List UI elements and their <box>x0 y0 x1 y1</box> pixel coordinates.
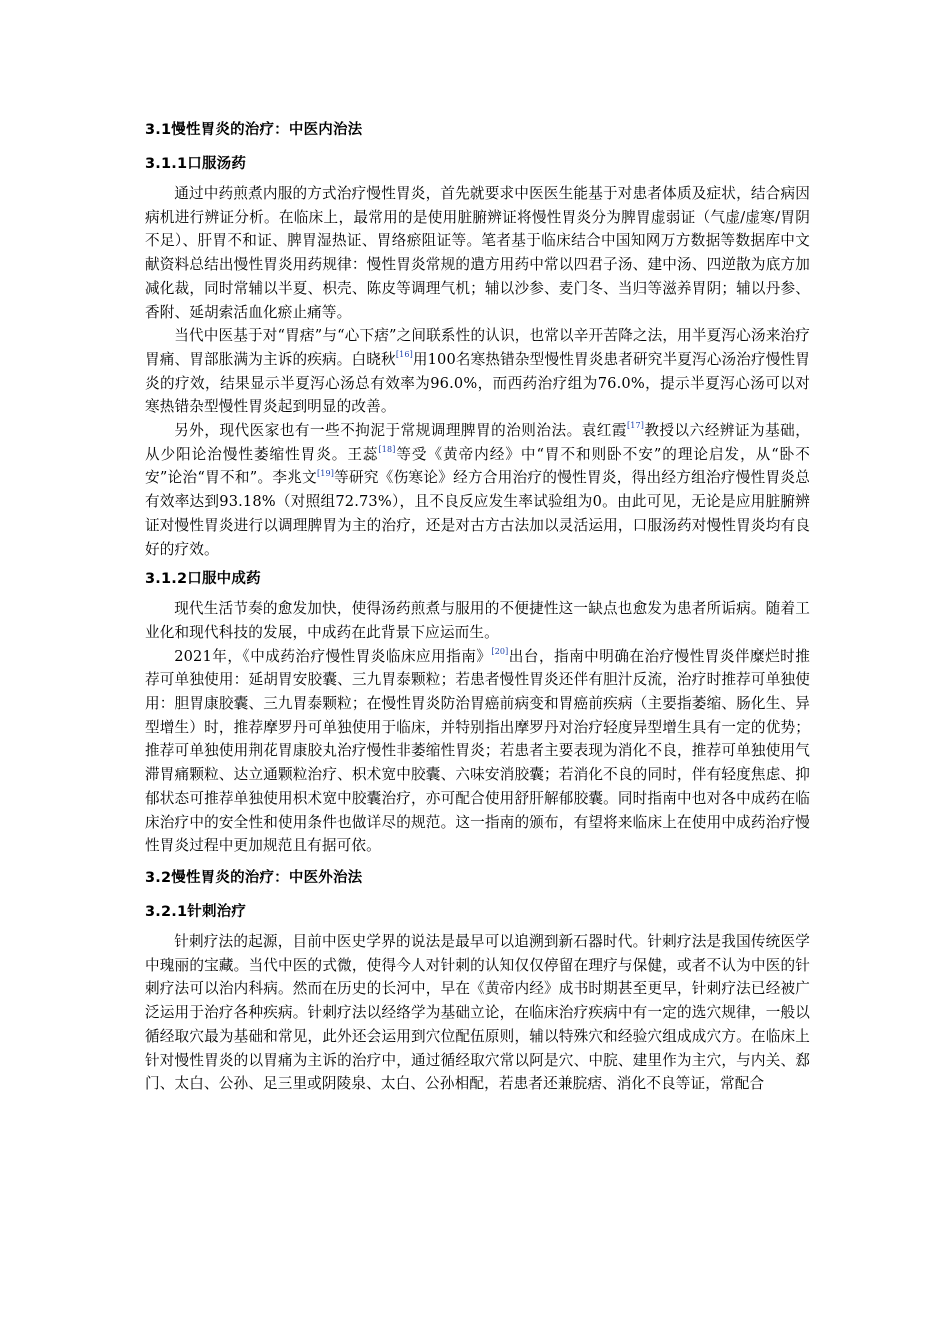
paragraph <box>145 419 810 561</box>
citation-ref: [19] <box>316 468 334 478</box>
paragraph-text: 等研究《伤寒论》经方合用治疗的慢性胃炎，得出经方组治疗慢性胃炎总有效率达到93.18%（对照组72.73%），且不良反应发生率试验组为0。由此可见，无论是应用脏腑辨证对慢性胃炎进行以调理脾胃为主的治疗，还是对古方古法加以灵活运用，口服汤药对慢性胃炎均有良好的疗效。 <box>145 469 810 558</box>
citation-ref: [20] <box>491 646 509 656</box>
paragraph-text: 现代生活节奏的愈发加快，使得汤药煎煮与服用的不便捷性这一缺点也愈发为患者所诟病。随着工业化和现代科技的发展，中成药在此背景下应运而生。 <box>145 600 810 641</box>
paragraph <box>145 324 810 419</box>
paragraph <box>145 182 810 324</box>
subsection-heading: 3.1.2口服中成药 <box>145 571 261 588</box>
paragraph-text: 当代中医基于对“胃痞”与“心下痞”之间联系性的认识，也常以辛开苦降之法，用半夏泻心汤来治疗胃痛、胃部胀满为主诉的疾病。白晓秋 <box>145 327 810 368</box>
section-heading: 3.2慢性胃炎的治疗：中医外治法 <box>145 869 363 886</box>
section-heading: 3.1慢性胃炎的治疗：中医内治法 <box>145 122 363 138</box>
paragraph-text: 用100名寒热错杂型慢性胃炎患者研究半夏泻心汤治疗慢性胃炎的疗效，结果显示半夏泻心汤总有效率为96.0%，而西药治疗组为76.0%，提示半夏泻心汤可以对寒热错杂型慢性胃炎起到明显的改善。 <box>145 350 810 416</box>
citation-ref: [18] <box>378 444 396 454</box>
paragraph-text: 出台，指南中明确在治疗慢性胃炎伴糜烂时推荐可单独使用：延胡胃安胶囊、三九胃泰颗粒；若患者慢性胃炎还伴有胆汁反流，治疗时推荐可单独使用：胆胃康胶囊、三九胃泰颗粒；在慢性胃炎防治胃癌前病变和胃癌前疾病（主要指萎缩、肠化生、异型增生）时，推荐摩罗丹可单独使用于临床，并特别指出摩罗丹对治疗轻度异型增生具有一定的优势；推荐可单独使用荆花胃康胶丸治疗慢性非萎缩性胃炎；若患者主要表现为消化不良，推荐可单独使用气滞胃痛颗粒、达立通颗粒治疗、枳术宽中胶囊、六味安消胶囊；若消化不良的同时，伴有轻度焦虑、抑郁状态可推荐单独使用枳术宽中胶囊治疗，亦可配合使用舒肝解郁胶囊。同时指南中也对各中成药在临床治疗中的安全性和使用条件也做详尽的规范。这一指南的颁布，有望将来临床上在使用中成药治疗慢性胃炎过程中更加规范且有据可依。 <box>145 647 810 855</box>
paragraph-text: 另外，现代医家也有一些不拘泥于常规调理脾胃的治则治法。袁红霞 <box>174 422 627 440</box>
document-body <box>145 110 810 1104</box>
subsection-heading: 3.2.1针刺治疗 <box>145 903 247 920</box>
paragraph <box>145 930 810 1096</box>
paragraph-text: 等受《黄帝内经》中“胃不和则卧不安”的理论启发，从“卧不安”论治“胃不和”。李兆文 <box>145 445 810 487</box>
paragraph-text: 针刺疗法的起源，目前中医史学界的说法是最早可以追溯到新石器时代。针刺疗法是我国传统医学中瑰丽的宝藏。当代中医的式微，使得今人对针刺的认知仅仅停留在理疗与保健，或者不认为中医的针刺疗法可以治内科病。然而在历史的长河中，早在《黄帝内经》成书时期甚至更早，针刺疗法已经被广泛运用于治疗各种疾病。针刺疗法以经络学为基础立论，在临床治疗疾病中有一定的选穴规律，一般以循经取穴最为基础和常见，此外还会运用到穴位配伍原则，辅以特殊穴和经验穴组成成穴方。在临床上针对慢性胃炎的以胃痛为主诉的治疗中，通过循经取穴常以阿是穴、中脘、建里作为主穴，与内关、郄门、太白、公孙、足三里或阴陵泉、太白、公孙相配，若患者还兼脘痞、消化不良等证，常配合 <box>145 932 810 1093</box>
paragraph <box>145 597 810 644</box>
section <box>145 120 810 858</box>
citation-ref: [17] <box>626 421 644 431</box>
paragraph-text: 通过中药煎煮内服的方式治疗慢性胃炎，首先就要求中医医生能基于对患者体质及症状，结合病因病机进行辨证分析。在临床上，最常用的是使用脏腑辨证将慢性胃炎分为脾胃虚弱证（气虚/虚寒/胃阴不足）、肝胃不和证、脾胃湿热证、胃络瘀阻证等。笔者基于临床结合中国知网万方数据等数据库中文献资料总结出慢性胃炎用药规律：慢性胃炎常规的遣方用药中常以四君子汤、建中汤、四逆散为底方加减化裁，同时常辅以半夏、枳壳、陈皮等调理气机；辅以沙参、麦门冬、当归等滋养胃阴；辅以丹参、香附、延胡索活血化瘀止痛等。 <box>145 185 810 321</box>
paragraph-text: 教授以六经辨证为基础，从少阳论治慢性萎缩性胃炎。王蕊 <box>145 422 810 463</box>
paragraph <box>145 645 810 858</box>
section <box>145 868 810 1096</box>
paragraph-text: 2021年，《中成药治疗慢性胃炎临床应用指南》 <box>174 647 492 665</box>
citation-ref: [16] <box>395 350 413 360</box>
subsection-heading: 3.1.1口服汤药 <box>145 156 247 172</box>
